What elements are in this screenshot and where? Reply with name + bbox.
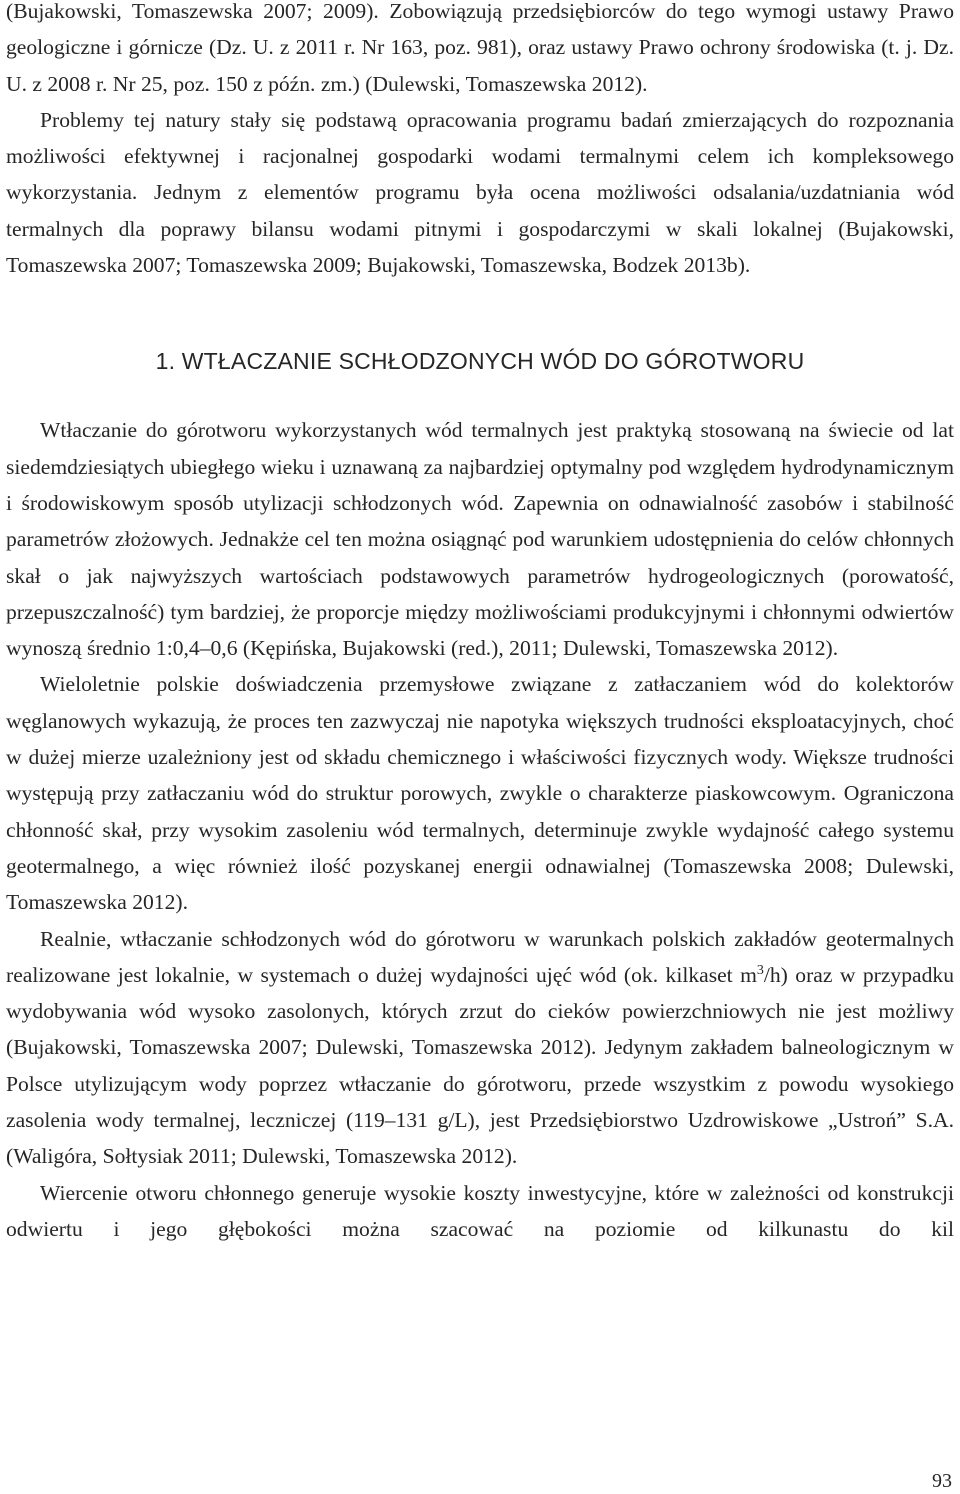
paragraph-industrial-experience: Wieloletnie polskie doświadczenia przemysłowe związane z zatłaczaniem wód do kolektorów węglanowych wykazują, że proces ten zazwyczaj nie napotyka większych trudności eksploatacyjnych, choć w dużej mierze uzależniony jest od składu chemicznego i właściwości fizycznych wody. Większe trudności występują przy zatłaczaniu wód do struktur porowych, zwykle o charakterze piaskowcowym. Ograniczona chłonność skał, przy wysokim zasoleniu wód termalnych, determinuje zwykle wydajność całego systemu geotermalnego, a więc również ilość pozyskanej energii odnawialnej (Tomaszewska 2008; Dulewski, Tomaszewska 2012). (6, 672, 954, 915)
paragraph-polish-conditions-part1: Realnie, wtłaczanie schłodzonych wód do górotworu w warunkach polskich zakładów geotermalnych realizowane jest lokalnie, w systemach o dużej wydajności ujęć wód (ok. kilkaset m (6, 926, 954, 987)
page-number: 93 (932, 1470, 952, 1492)
document-page (6, 0, 954, 1247)
paragraph-polish-conditions (6, 921, 954, 1175)
paragraph-research-program: Problemy tej natury stały się podstawą opracowania programu badań zmierzających do rozpoznania możliwości efektywnej i racjonalnej gospodarki wodami termalnymi celem ich kompleksowego wykorzystania. Jednym z elementów programu była ocena możliwości odsalania/uzdatniania wód termalnych dla poprawy bilansu wodami pitnymi i gospodarczymi w skali lokalnej (Bujakowski, Tomaszewska 2007; Tomaszewska 2009; Bujakowski, Tomaszewska, Bodzek 2013b). (6, 107, 954, 278)
paragraph-polish-conditions-part2: /h) oraz w przypadku wydobywania wód wysoko zasolonych, których zrzut do cieków powierzchniowych nie jest możliwy (Bujakowski, Tomaszewska 2007; Dulewski, Tomaszewska 2012). Jedynym zakładem balneologicznym w Polsce utylizującym wody poprzez wtłaczanie do górotworu, przede wszystkim z powodu wysokiego zasolenia wody termalnej, leczniczej (119–131 g/L), jest Przedsiębiorstwo Uzdrowiskowe „Ustroń” S.A. (Waligóra, Sołtysiak 2011; Dulewski, Tomaszewska 2012). (6, 962, 954, 1169)
paragraph-drilling-costs: Wiercenie otworu chłonnego generuje wysokie koszty inwestycyjne, które w zależności od konstrukcji odwiertu i jego głębokości można szacować na poziomie od kilkunastu do kil (6, 1180, 954, 1241)
section-heading: 1. WTŁACZANIE SCHŁODZONYCH WÓD DO GÓROTWORU (155, 348, 805, 375)
paragraph-intro-continuation: (Bujakowski, Tomaszewska 2007; 2009). Zobowiązują przedsiębiorców do tego wymogi ustawy Prawo geologiczne i górnicze (Dz. U. z 2011 r. Nr 163, poz. 981), oraz ustawy Prawo ochrony środowiska (t. j. Dz. U. z 2008 r. Nr 25, poz. 150 z późn. zm.) (Dulewski, Tomaszewska 2012). (6, 0, 954, 96)
superscript-cubic: 3 (756, 962, 764, 978)
paragraph-injection-practice: Wtłaczanie do górotworu wykorzystanych wód termalnych jest praktyką stosowaną na świecie od lat siedemdziesiątych ubiegłego wieku i uznawaną za najbardziej optymalny pod względem hydrodynamicznym i środowiskowym sposób utylizacji schłodzonych wód. Zapewnia on odnawialność zasobów i stabilność parametrów złożowych. Jednakże cel ten można osiągnąć pod warunkiem udostępnienia do celów chłonnych skał o jak najwyższych wartościach podstawowych parametrów hydrogeologicznych (porowatość, przepuszczalność) tym bardziej, że proporcje między możliwościami produkcyjnymi i chłonnymi odwiertów wynoszą średnio 1:0,4–0,6 (Kępińska, Bujakowski (red.), 2011; Dulewski, Tomaszewska 2012). (6, 418, 954, 661)
